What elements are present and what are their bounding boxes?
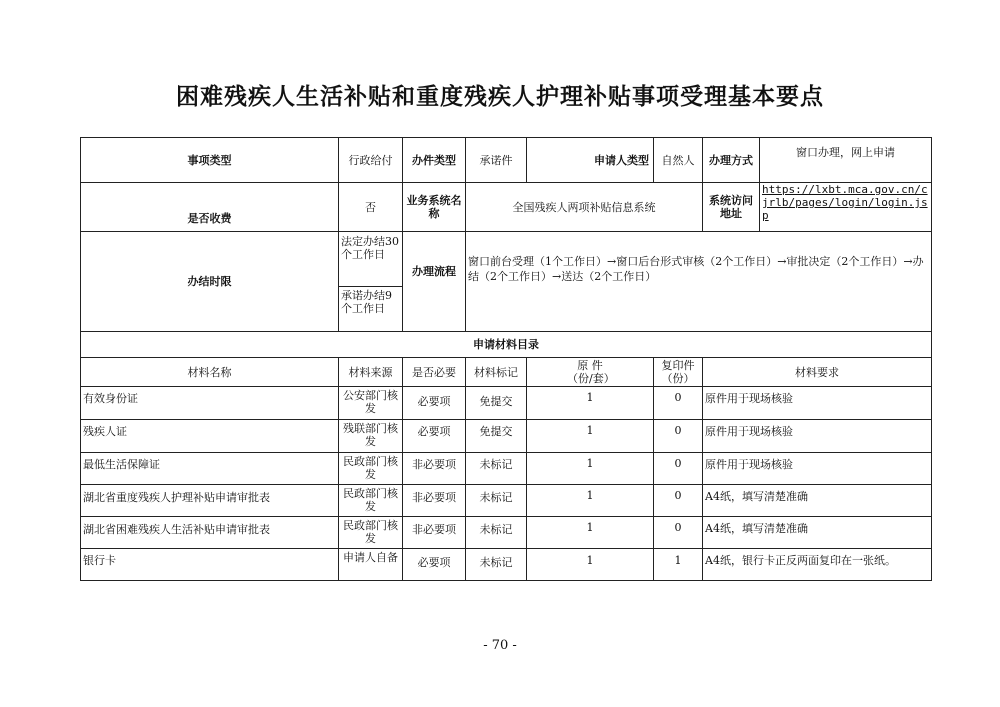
material-requirement: 原件用于现场核验 [703, 420, 932, 453]
header-copy: 复印件（份） [654, 358, 703, 387]
material-required: 必要项 [403, 387, 466, 420]
system-label: 业务系统名称 [403, 183, 466, 232]
material-name: 最低生活保障证 [81, 453, 339, 485]
material-source: 公安部门核发 [339, 387, 403, 420]
material-source: 申请人自备 [339, 549, 403, 581]
header-requirement: 材料要求 [703, 358, 932, 387]
system-url-link[interactable]: https://lxbt.mca.gov.cn/cjrlb/pages/login/login.jsp [760, 183, 932, 232]
material-mark: 免提交 [466, 387, 527, 420]
table-row [81, 549, 932, 581]
info-row-deadline [81, 232, 932, 287]
material-required: 非必要项 [403, 453, 466, 485]
document-title: 困难残疾人生活补贴和重度残疾人护理补贴事项受理基本要点 [176, 84, 824, 110]
material-mark: 免提交 [466, 420, 527, 453]
material-copy: 1 [654, 549, 703, 581]
deadline-label: 办结时限 [81, 232, 339, 332]
method-value: 窗口办理，网上申请 [760, 138, 932, 183]
applicant-type-label: 申请人类型 [527, 138, 654, 183]
material-requirement: A4纸，填写清楚准确 [703, 517, 932, 549]
material-original: 1 [527, 387, 654, 420]
handle-type-value: 承诺件 [466, 138, 527, 183]
material-copy: 0 [654, 420, 703, 453]
info-row-fee [81, 183, 932, 232]
material-copy: 0 [654, 485, 703, 517]
item-type-value: 行政给付 [339, 138, 403, 183]
header-original: 原 件（份/套） [527, 358, 654, 387]
material-name: 残疾人证 [81, 420, 339, 453]
material-requirement: A4纸，银行卡正反两面复印在一张纸。 [703, 549, 932, 581]
table-row [81, 485, 932, 517]
material-original: 1 [527, 517, 654, 549]
material-source: 民政部门核发 [339, 517, 403, 549]
material-requirement: 原件用于现场核验 [703, 387, 932, 420]
header-mark: 材料标记 [466, 358, 527, 387]
materials-header-row [81, 358, 932, 387]
header-required: 是否必要 [403, 358, 466, 387]
material-source: 民政部门核发 [339, 453, 403, 485]
url-label: 系统访问地址 [703, 183, 760, 232]
item-type-label: 事项类型 [81, 138, 339, 183]
info-row-type [81, 138, 932, 183]
materials-section-title: 申请材料目录 [81, 332, 932, 358]
material-original: 1 [527, 485, 654, 517]
material-original: 1 [527, 453, 654, 485]
material-mark: 未标记 [466, 517, 527, 549]
material-original: 1 [527, 420, 654, 453]
requirements-table [80, 137, 932, 581]
table-row [81, 453, 932, 485]
material-mark: 未标记 [466, 485, 527, 517]
material-requirement: A4纸，填写清楚准确 [703, 485, 932, 517]
material-original: 1 [527, 549, 654, 581]
handle-type-label: 办件类型 [403, 138, 466, 183]
promised-deadline: 承诺办结9个工作日 [339, 287, 403, 332]
material-copy: 0 [654, 453, 703, 485]
material-required: 必要项 [403, 420, 466, 453]
method-label: 办理方式 [703, 138, 760, 183]
material-name: 湖北省困难残疾人生活补贴申请审批表 [81, 517, 339, 549]
material-required: 非必要项 [403, 517, 466, 549]
table-row [81, 420, 932, 453]
system-value: 全国残疾人两项补贴信息系统 [466, 183, 703, 232]
material-name: 湖北省重度残疾人护理补贴申请审批表 [81, 485, 339, 517]
material-mark: 未标记 [466, 549, 527, 581]
process-value: 窗口前台受理（1个工作日）→窗口后台形式审核（2个工作日）→审批决定（2个工作日）→办结（2个工作日）→送达（2个工作日） [466, 232, 932, 332]
material-copy: 0 [654, 517, 703, 549]
material-required: 非必要项 [403, 485, 466, 517]
header-material-name: 材料名称 [81, 358, 339, 387]
material-required: 必要项 [403, 549, 466, 581]
material-name: 银行卡 [81, 549, 339, 581]
fee-label: 是否收费 [81, 183, 339, 232]
applicant-type-value: 自然人 [654, 138, 703, 183]
header-material-source: 材料来源 [339, 358, 403, 387]
material-source: 残联部门核发 [339, 420, 403, 453]
fee-value: 否 [339, 183, 403, 232]
table-row [81, 387, 932, 420]
process-label: 办理流程 [403, 232, 466, 332]
page-number: - 70 - [483, 638, 517, 653]
material-mark: 未标记 [466, 453, 527, 485]
material-name: 有效身份证 [81, 387, 339, 420]
materials-section-row [81, 332, 932, 358]
legal-deadline: 法定办结30个工作日 [339, 232, 403, 287]
material-copy: 0 [654, 387, 703, 420]
material-source: 民政部门核发 [339, 485, 403, 517]
table-row [81, 517, 932, 549]
material-requirement: 原件用于现场核验 [703, 453, 932, 485]
